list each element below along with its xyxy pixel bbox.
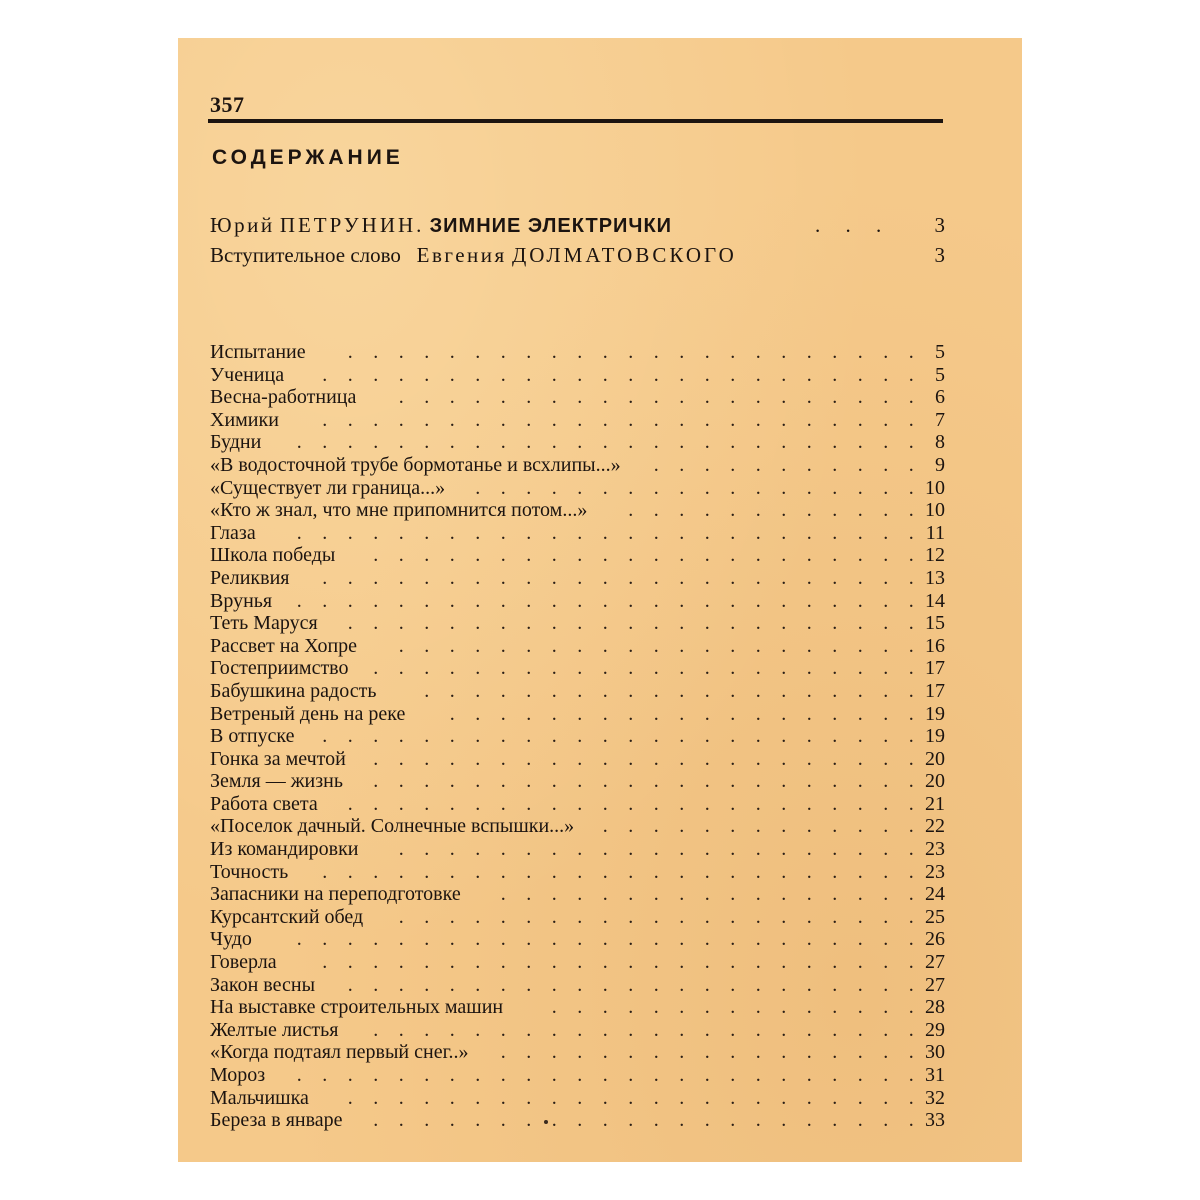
entry-title: Ученица [210, 363, 285, 386]
leader-dots: . . . . . . . . . . . . . . . . . . . . . . . . . [296, 589, 914, 612]
leader-dots: . . . . . . . . . . . . . . . . . . . . . [398, 838, 914, 861]
toc-entry [210, 928, 945, 951]
toc-entries [210, 341, 945, 1132]
page-ref: 16 [925, 634, 945, 657]
entry-title: Из командировки [210, 838, 359, 861]
entry-title: Курсантский обед [210, 905, 364, 928]
toc-entry [210, 364, 945, 387]
leader-dots: . . . . . . . . . . . . . . . . . . . . . . . . . [296, 1064, 914, 1086]
entry-title: Весна-работница [210, 386, 357, 409]
entry-title: Гостеприимство [210, 657, 349, 680]
leader-dots: . . . . . . . . . . . . . . . . . . . . . . . [347, 341, 914, 363]
foreword-lead-in: Вступительное слово [210, 243, 401, 267]
toc-entry [210, 635, 945, 658]
toc-entry [210, 951, 945, 974]
entry-title: Школа победы [210, 544, 336, 567]
page-ref: 33 [925, 1109, 945, 1132]
toc-entry [210, 477, 945, 500]
leader-dots: . . . . . . . . . . . . . . . . . . . . . . . . . [296, 431, 914, 454]
leader-dots: . . . . . . . . . . . . . . . [551, 996, 914, 1019]
page-ref: 15 [925, 612, 945, 635]
toc-entry [210, 386, 945, 409]
author-first-name: Юрий [210, 213, 275, 237]
entry-title: Будни [210, 431, 262, 454]
page-ref: 7 [935, 408, 945, 431]
toc-entry [210, 341, 945, 364]
leader-dots: . . . . . . . . . . . . . . . . . . . . . [398, 905, 914, 928]
toc-entry [210, 590, 945, 613]
foreword-author-first: Евгения [416, 243, 507, 267]
entry-title: Глаза [210, 521, 256, 544]
page-ref: 23 [925, 838, 945, 861]
page-ref: 17 [925, 679, 945, 702]
leader-dots: . . . [815, 213, 892, 237]
page-ref: 25 [925, 905, 945, 928]
page-ref: 26 [925, 928, 945, 951]
leader-dots: . . . . . . . . . . . . . . . . . . . . . . [373, 1018, 914, 1041]
toc-entry [210, 612, 945, 635]
toc-entry [210, 703, 945, 726]
page-ref: 20 [925, 770, 945, 793]
toc-entry [210, 838, 945, 861]
entry-title: Реликвия [210, 566, 290, 589]
page-ref: 21 [925, 792, 945, 815]
entry-title: Мороз [210, 1064, 266, 1086]
entry-title: Закон весны [210, 973, 316, 996]
page-ref: 3 [934, 213, 945, 237]
page-ref: 11 [925, 521, 945, 544]
leader-dots: . . . . . . . . . . . . . . . . . . . . . . [373, 544, 914, 567]
entry-title: «Когда подтаял первый снег..» [210, 1041, 469, 1064]
page-ref: 28 [925, 996, 945, 1019]
author-last-name: ПЕТРУНИН. [279, 213, 425, 237]
toc-entry [210, 1019, 945, 1042]
page-ref: 27 [925, 951, 945, 974]
toc-entry [210, 657, 945, 680]
leader-dots: . . . . . . . . . . . [653, 453, 914, 476]
toc-entry [210, 906, 945, 929]
page-ref: 10 [925, 476, 945, 499]
leader-dots: . . . . . . . . . . . . . . . . . . . . . . [373, 657, 914, 680]
front-matter-row-author [210, 210, 945, 240]
entry-title: Береза в январе [210, 1109, 343, 1132]
toc-entry [210, 815, 945, 838]
toc-entry [210, 793, 945, 816]
page-ref: 29 [925, 1018, 945, 1041]
entry-title: На выставке строительных машин [210, 996, 504, 1019]
toc-entry [210, 680, 945, 703]
entry-title: «В водосточной трубе бормотанье и всхлипы...» [210, 453, 621, 476]
entry-title: «Кто ж знал, что мне припомнится потом...» [210, 499, 588, 522]
toc-entry [210, 454, 945, 477]
toc-entry [210, 499, 945, 522]
front-matter-title [210, 210, 672, 241]
page-ref: 22 [925, 815, 945, 838]
entry-title: «Поселок дачный. Солнечные вспышки...» [210, 815, 575, 838]
leader-dots: . . . . . . . . . . . . . . . . . . . . . . . [347, 792, 914, 815]
toc-entry [210, 544, 945, 567]
leader-dots: . . . . . . . . . . . . . . . . . . . . [424, 679, 914, 702]
toc-entry [210, 974, 945, 997]
toc-entry [210, 567, 945, 590]
leader-dots: . . . . . . . . . . . . . . . . . [500, 883, 914, 906]
leader-dots: . . . . . . . . . . . . . . . . . . . . . . . . [322, 951, 914, 974]
leader-dots: . . . . . . . . . . . . . . . . . . . . . . . . [322, 566, 914, 589]
leader-dots: . . . . . . . . . . . . . . . . . . . . . . [373, 770, 914, 793]
entry-title: Гонка за мечтой [210, 747, 346, 770]
leader-dots: . . . . . . . . . . . . . . . . . . . . . . . . [322, 408, 914, 431]
front-matter [210, 210, 945, 270]
book-page [178, 38, 1022, 1162]
leader-dots: . . . . . . . . . . . . . . . . . . . . . [398, 634, 914, 657]
toc-entry [210, 522, 945, 545]
page-ref: 32 [925, 1086, 945, 1109]
entry-title: Запасники на переподготовке [210, 883, 461, 906]
page-ref: 31 [925, 1064, 945, 1086]
entry-title: Химики [210, 408, 279, 431]
entry-title: Точность [210, 860, 289, 883]
page-ref: 12 [925, 544, 945, 567]
page-ref: 5 [935, 363, 945, 386]
page-ref: 14 [925, 589, 945, 612]
page-ref: 23 [925, 860, 945, 883]
entry-title: Врунья [210, 589, 273, 612]
page-ref: 27 [925, 973, 945, 996]
page-ref: 19 [925, 725, 945, 748]
toc-entry [210, 770, 945, 793]
entry-title: «Существует ли граница...» [210, 476, 446, 499]
toc-entry [210, 861, 945, 884]
toc-entry [210, 748, 945, 771]
page-ref: 17 [925, 657, 945, 680]
toc-entry [210, 1109, 945, 1132]
entry-title: Испытание [210, 341, 306, 363]
toc-heading: СОДЕРЖАНИЕ [212, 146, 404, 169]
entry-title: Теть Маруся [210, 612, 318, 635]
leader-dots: . . . . . . . . . . . . . . . . . . . . . . . . . [296, 928, 914, 951]
header-rule [208, 119, 943, 123]
entry-title: Бабушкина радость [210, 679, 377, 702]
leader-dots: . . . . . . . . . . . . [628, 499, 914, 522]
toc-entry [210, 1064, 945, 1087]
page-ref: 3 [934, 243, 945, 267]
foreword-author-last: ДОЛМАТОВСКОГО [511, 243, 737, 267]
leader-dots: . . . . . . . . . . . . . . . . . . . . . . . [347, 973, 914, 996]
entry-title: В отпуске [210, 725, 295, 748]
toc-entry [210, 883, 945, 906]
toc-entry [210, 725, 945, 748]
page-ref: 5 [935, 341, 945, 363]
page-ref: 10 [925, 499, 945, 522]
leader-dots: . . . . . . . . . . . . . . . . . . . . . . . . [322, 860, 914, 883]
entry-title: Земля — жизнь [210, 770, 343, 793]
page-ref: 30 [925, 1041, 945, 1064]
front-matter-title [210, 240, 737, 270]
leader-dots: . . . . . . . . . . . . . . . . . . . . . . [373, 747, 914, 770]
leader-dots: . . . . . . . . . . . . . . . . . . . . . . . . [322, 725, 914, 748]
entry-title: Рассвет на Хопре [210, 634, 358, 657]
leader-dots: . . . . . . . . . . . . . . . . . . [475, 476, 914, 499]
page-ref: 6 [935, 386, 945, 409]
page-ref: 19 [925, 702, 945, 725]
toc-entry [210, 996, 945, 1019]
page-number: 357 [210, 92, 245, 117]
leader-dots: . . . . . . . . . . . . . . . . . . . . . . . [347, 612, 914, 635]
toc-entry [210, 1041, 945, 1064]
entry-title: Мальчишка [210, 1086, 309, 1109]
page-ref: 9 [935, 453, 945, 476]
page-ref: 20 [925, 747, 945, 770]
leader-dots: . . . . . . . . . . . . . . . . . . . . . . [373, 1109, 914, 1132]
toc-entry [210, 1087, 945, 1110]
page-ref: 13 [925, 566, 945, 589]
toc-entry [210, 431, 945, 454]
entry-title: Говерла [210, 951, 277, 974]
leader-dots: . . . . . . . . . . . . . . . . . [500, 1041, 914, 1064]
entry-title: Чудо [210, 928, 252, 951]
leader-dots: . . . . . . . . . . . . . . . . . . . . . [398, 386, 914, 409]
leader-dots: . . . . . . . . . . . . . . . . . . . . . . . . . [296, 521, 914, 544]
front-matter-row-foreword [210, 240, 945, 270]
toc-entry [210, 409, 945, 432]
entry-title: Ветреный день на реке [210, 702, 406, 725]
leader-dots: . . . . . . . . . . . . . [602, 815, 914, 838]
entry-title: Работа света [210, 792, 318, 815]
leader-dots: . . . . . . . . . . . . . . . . . . . . . . . . [322, 363, 914, 386]
book-title: ЗИМНИЕ ЭЛЕКТРИЧКИ [429, 215, 673, 237]
leader-dots: . . . . . . . . . . . . . . . . . . . [449, 702, 914, 725]
leader-dots: . . . . . . . . . . . . . . . . . . . . . . . [347, 1086, 914, 1109]
page-ref: 24 [925, 883, 945, 906]
page-ref: 8 [935, 431, 945, 454]
entry-title: Желтые листья [210, 1018, 339, 1041]
